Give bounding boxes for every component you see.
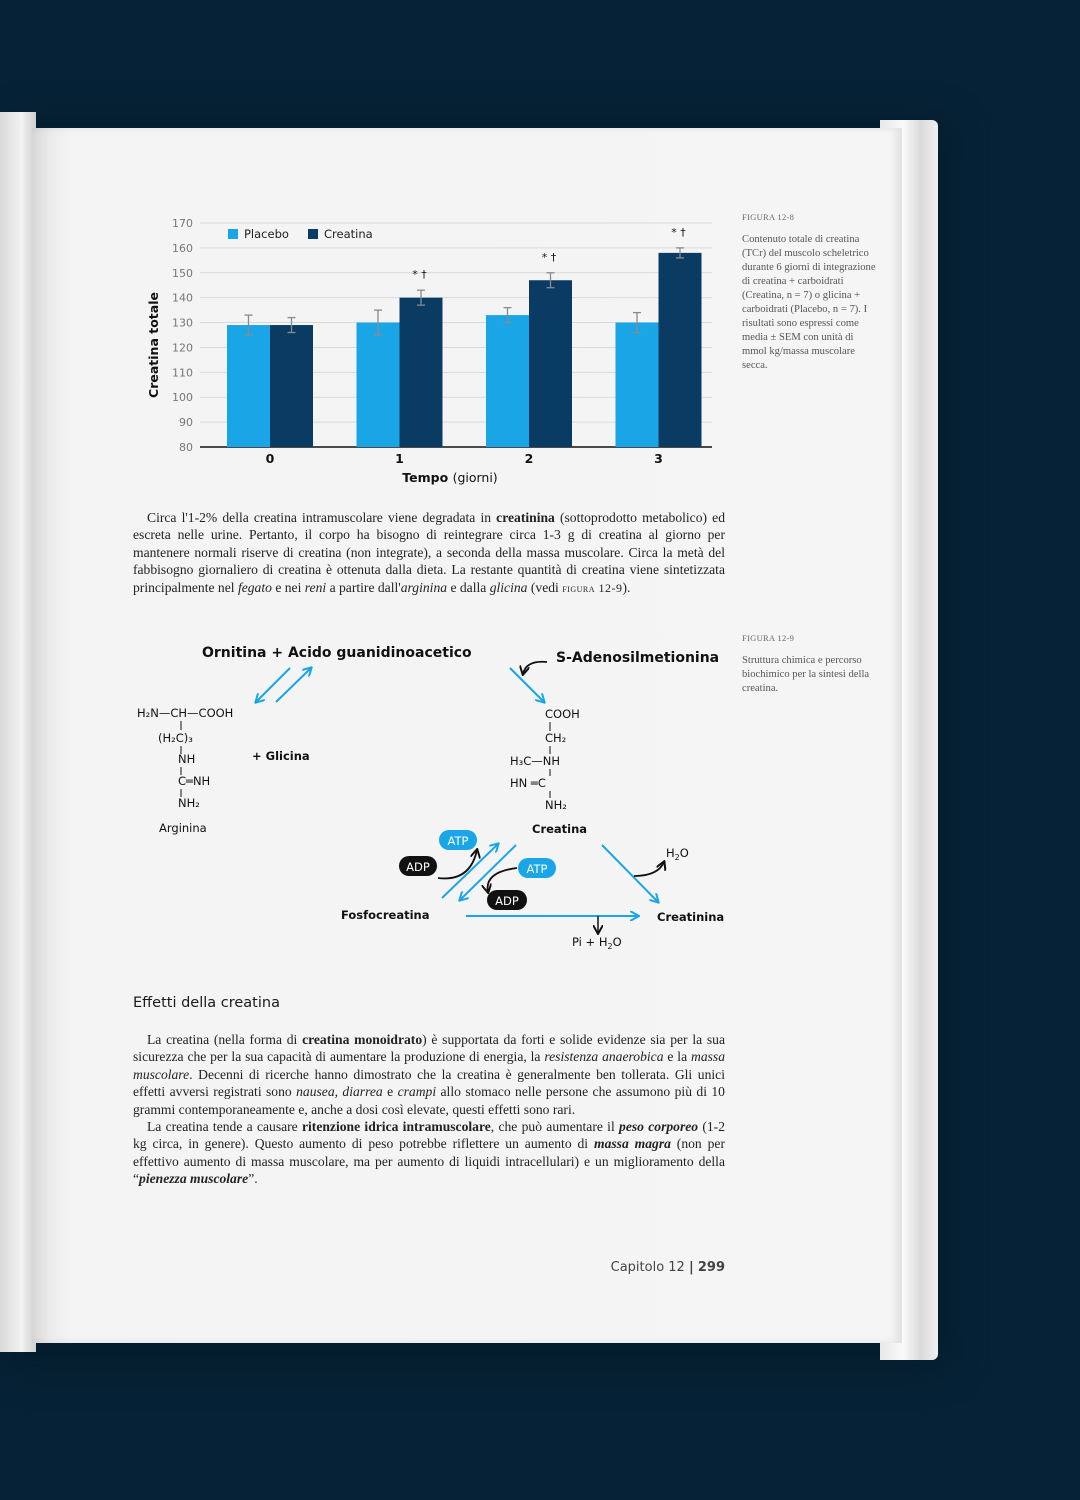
y-tick-label: 100 — [172, 391, 193, 405]
y-tick-label: 120 — [172, 341, 193, 355]
x-axis-label: Tempo (giorni) — [402, 470, 498, 485]
arrow-down-right — [276, 668, 311, 702]
adp-label-2: ADP — [495, 894, 519, 908]
svg-text:NH₂: NH₂ — [545, 798, 567, 812]
adp-label-1: ADP — [406, 860, 430, 874]
glicina-label: + Glicina — [252, 749, 310, 763]
svg-text:COOH: COOH — [545, 707, 580, 721]
y-tick-label: 80 — [179, 441, 193, 454]
figure-12-9-caption: Struttura chimica e percorso biochimico per la sintesi della creatina. — [742, 655, 870, 694]
y-tick-label: 160 — [172, 241, 193, 255]
creatina-label: Creatina — [532, 822, 588, 836]
svg-text:CH₂: CH₂ — [545, 731, 567, 745]
figure-12-8-caption: Contenuto totale di creatina (TCr) del muscolo scheletrico durante 6 giorni di integrazione di creatina + carboidrati (Creatina, n = 7) o glicina + carboidrati (Placebo, n = 7). I risultati sono espressi come media ± SEM con unità di mmol kg/massa muscolare secca. — [742, 234, 876, 371]
figure-12-9-label: FIGURA 12-9 — [742, 633, 795, 643]
svg-text:H₃C—NH: H₃C—NH — [510, 754, 561, 768]
svg-text:(H₂C)₃: (H₂C)₃ — [158, 731, 193, 745]
chapter-label: Capitolo 12 — [610, 1260, 685, 1275]
significance-marker: * † — [412, 268, 427, 282]
arginina-label: Arginina — [159, 821, 207, 835]
creatinina-label: Creatinina — [657, 910, 725, 924]
y-tick-label: 150 — [172, 266, 193, 280]
pi-h2o-label: $Pi + H_2O$ — [572, 935, 622, 951]
y-axis-label: Creatina totale — [146, 292, 161, 398]
paragraph-creatinine: Circa l'1-2% della creatina intramuscolare viene degradata in creatinina (sottoprodotto metabolico) ed escreta nelle urine. Pertanto, il corpo ha bisogno di reintegrare circa 1-3 g di creatina al giorno per mantenere normali riserve di creatina (non integrate), a seconda della massa muscolare. Circa la metà del fabbisogno giornaliero di creatina è ottenuta dalla dieta. La restante quantità di creatina viene sintetizzata principalmente nel fegato e nei reni a partire dall'arginina e dalla glicina (vedi figura 12-9). — [133, 510, 725, 595]
significance-marker: * † — [671, 225, 686, 239]
h2o-label: $H_2O$ — [666, 846, 689, 862]
footer-separator: | — [688, 1260, 694, 1275]
fosfocreatina-label: Fosfocreatina — [341, 908, 430, 922]
x-tick-label: 1 — [395, 451, 404, 466]
svg-text:C═NH: C═NH — [178, 774, 211, 788]
svg-text:HN ═C: HN ═C — [510, 776, 546, 790]
svg-text:NH₂: NH₂ — [178, 796, 200, 810]
y-tick-label: 90 — [179, 416, 193, 430]
page-number: 299 — [697, 1260, 725, 1275]
adp-to-atp-arrow — [438, 850, 477, 878]
creatina-structure — [510, 707, 580, 812]
legend-label: Creatina — [324, 227, 373, 241]
y-tick-label: 140 — [172, 291, 193, 305]
significance-marker: * † — [541, 250, 557, 264]
sam-arrow — [523, 662, 547, 674]
paragraph-effects: La creatina (nella forma di creatina monoidrato) è supportata da forti e solide evidenze sia per la sua sicurezza che per la sua capacità di aumentare la produzione di energia, la resistenza anaerobica e la massa muscolare. Decenni di ricerche hanno dimostrato che la creatina è generalmente ben tollerata. Gli unici effetti avversi registrati sono nausea, diarrea e crampi allo stomaco nelle persone che assumono più di 10 grammi contemporaneamente e, anche a dosi così elevate, questi effetti sono rari. La creatina tende a causare ritenzione idrica intramuscolare, che può aumentare il peso corporeo (1-2 kg circa, in genere). Questo aumento di peso potrebbe riflettere un aumento di massa magra (non per effettivo aumento di massa muscolare, ma per aumento di liquidi intracellulari) e un miglioramento della “pienezza muscolare”. — [133, 1032, 726, 1187]
x-tick-label: 0 — [265, 451, 275, 466]
y-tick-label: 130 — [172, 316, 193, 330]
ornitina-label: Ornitina + Acido guanidinoacetico — [202, 645, 472, 661]
arrow-h2o — [634, 862, 664, 876]
atp-to-adp-arrow — [488, 868, 517, 892]
sam-label: S-Adenosilmetionina — [556, 650, 720, 666]
svg-text:H₂N—CH—COOH: H₂N—CH—COOH — [137, 706, 234, 720]
x-tick-label: 3 — [654, 451, 663, 466]
figure-reference: figura 12-9 — [562, 580, 623, 595]
section-heading: Effetti della creatina — [133, 995, 280, 1011]
page-footer — [560, 1260, 725, 1275]
atp-label-1: ATP — [447, 834, 469, 848]
svg-text:NH: NH — [178, 752, 196, 766]
arrow-to-creatina — [510, 668, 544, 702]
arrow-up-left — [256, 668, 290, 702]
y-tick-label: 170 — [172, 217, 193, 230]
y-tick-label: 110 — [172, 366, 193, 380]
x-tick-label: 2 — [524, 451, 534, 466]
arginina-structure — [137, 706, 233, 810]
atp-label-2: ATP — [526, 862, 548, 876]
legend-label: Placebo — [244, 227, 289, 241]
figure-12-8-label: FIGURA 12-8 — [742, 212, 795, 222]
